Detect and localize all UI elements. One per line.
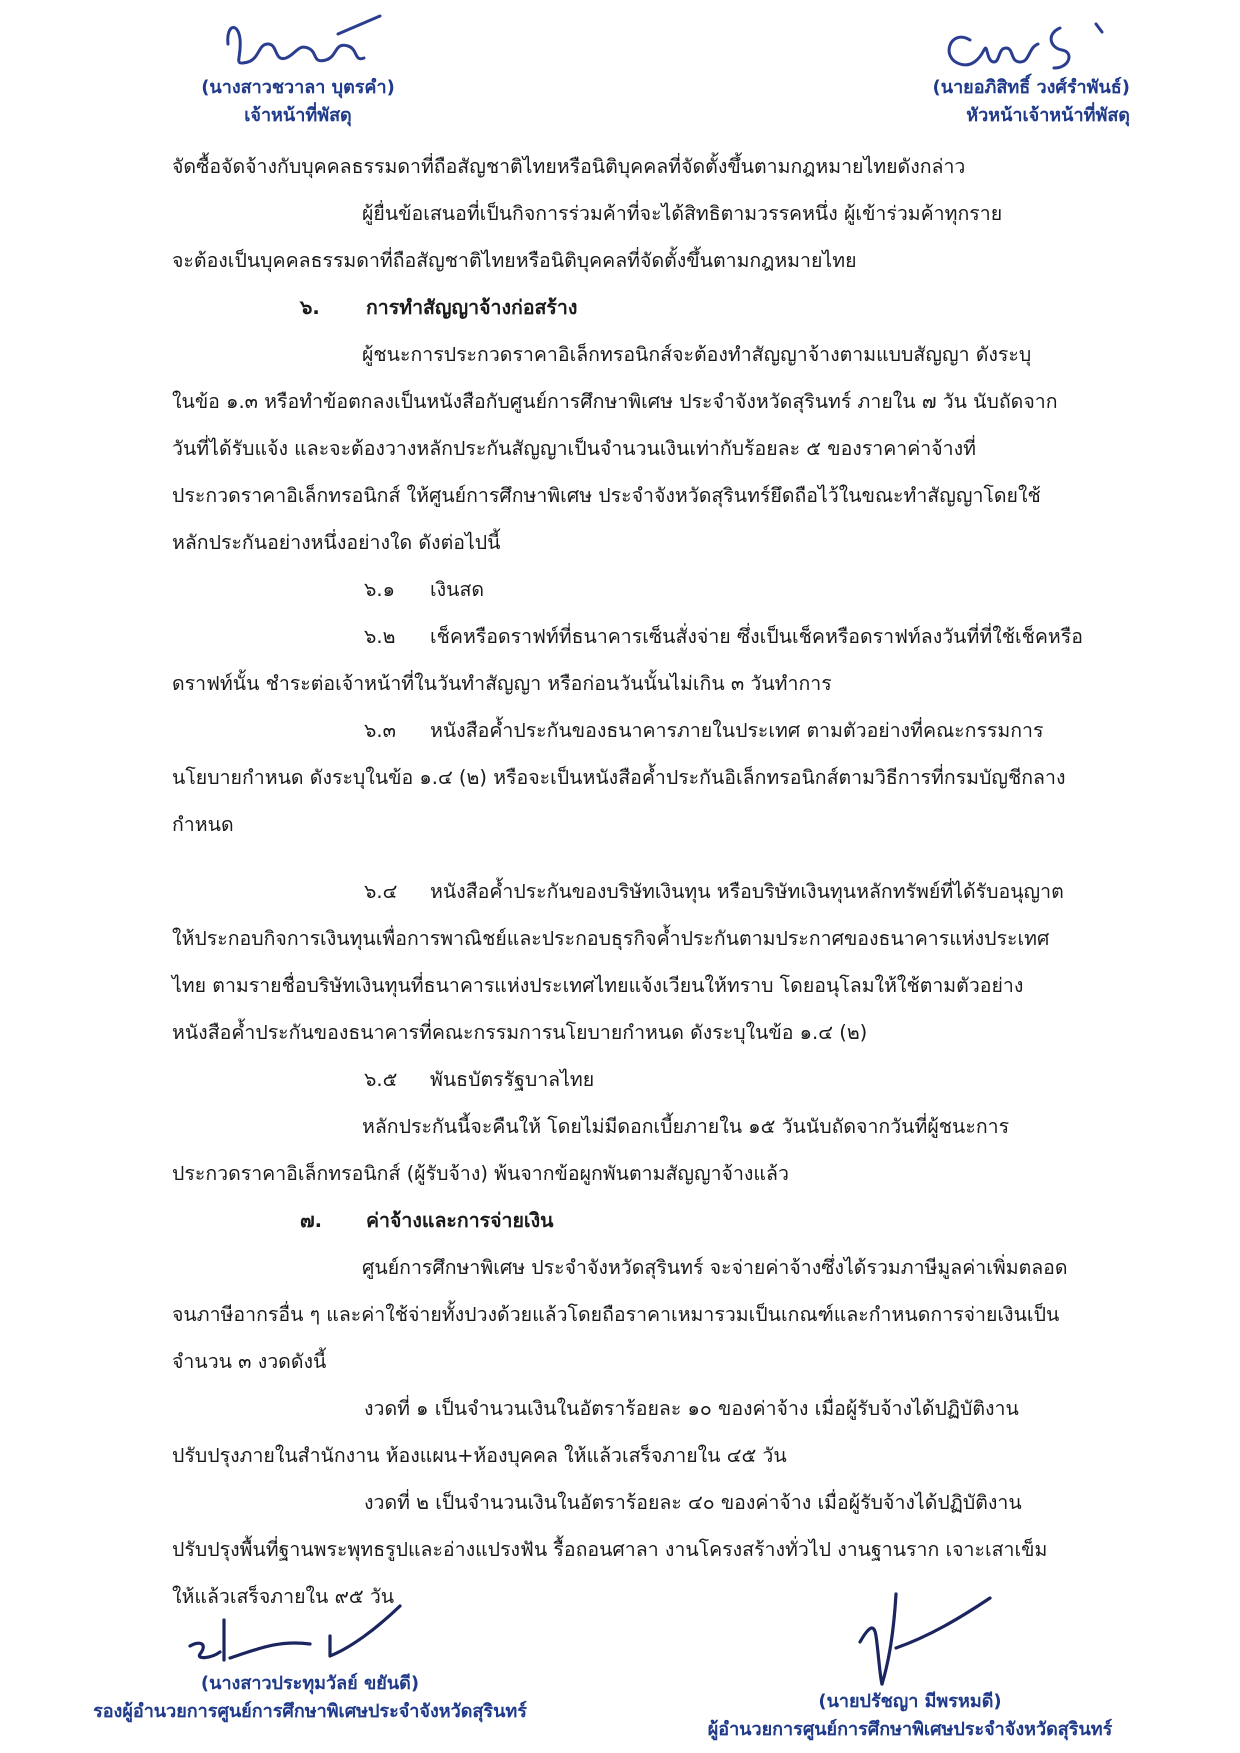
subsection-text: เช็คหรือดราฟท์ที่ธนาคารเซ็นสั่งจ่าย ซึ่งเป็นเช็คหรือดราฟท์ลงวันที่ที่ใช้เช็คหรือ <box>430 625 1083 648</box>
paragraph-line: จะต้องเป็นบุคคลธรรมดาที่ถือสัญชาติไทยหรือนิติบุคคลที่จัดตั้งขึ้นตามกฎหมายไทย <box>172 249 857 272</box>
paragraph-line: จำนวน ๓ งวดดังนี้ <box>172 1350 327 1373</box>
subsection-number: ๖.๒ <box>364 625 396 648</box>
subsection-number: ๖.๑ <box>364 578 395 601</box>
signer-role: หัวหน้าเจ้าหน้าที่พัสดุ <box>966 105 1130 126</box>
paragraph-line: ดราฟท์นั้น ชำระต่อเจ้าหน้าที่ในวันทำสัญญา หรือก่อนวันนั้นไม่เกิน ๓ วันทำการ <box>172 672 832 695</box>
paragraph-line: ปรับปรุงพื้นที่ฐานพระพุทธรูปและอ่างแปรงฟัน รื้อถอนศาลา งานโครงสร้างทั่วไป งานฐานราก เจาะเสาเข็ม <box>172 1538 1048 1561</box>
subsection-text: พันธบัตรรัฐบาลไทย <box>430 1068 595 1091</box>
paragraph-line: จนภาษีอากรอื่น ๆ และค่าใช้จ่ายทั้งปวงด้วยแล้วโดยถือราคาเหมารวมเป็นเกณฑ์และกำหนดการจ่ายเงินเป็น <box>172 1303 1060 1326</box>
signer-name: (นายอภิสิทธิ์ วงศ์รำพันธ์) <box>932 77 1130 98</box>
signer-name: (นางสาวประทุมวัลย์ ขยันดี) <box>200 1673 420 1694</box>
signer-role: ผู้อำนวยการศูนย์การศึกษาพิเศษประจำจังหวัดสุรินทร์ <box>707 1719 1113 1740</box>
subsection-text: หนังสือค้ำประกันของธนาคารภายในประเทศ ตามตัวอย่างที่คณะกรรมการ <box>430 719 1044 742</box>
paragraph-line: จัดซื้อจัดจ้างกับบุคคลธรรมดาที่ถือสัญชาติไทยหรือนิติบุคคลที่จัดตั้งขึ้นตามกฎหมายไทยดังกล่าว <box>172 155 966 178</box>
paragraph-line: กำหนด <box>172 813 234 836</box>
paragraph-line: ผู้ชนะการประกวดราคาอิเล็กทรอนิกส์จะต้องทำสัญญาจ้างตามแบบสัญญา ดังระบุ <box>362 343 1032 366</box>
signature-top-right <box>870 18 1130 130</box>
paragraph-line: ให้ประกอบกิจการเงินทุนเพื่อการพาณิชย์และประกอบธุรกิจค้ำประกันตามประกาศของธนาคารแห่งประเทศ <box>172 927 1050 950</box>
subsection-6-3 <box>172 707 1120 754</box>
subsection-6-4 <box>172 868 1120 915</box>
handwritten-signature-icon <box>790 1588 1030 1688</box>
section-number: ๖. <box>300 296 320 319</box>
section-7-heading <box>172 1197 1120 1244</box>
section-6-heading <box>172 284 1120 331</box>
subsection-number: ๖.๕ <box>364 1068 398 1091</box>
paragraph-line: ประกวดราคาอิเล็กทรอนิกส์ (ผู้รับจ้าง) พ้นจากข้อผูกพันตามสัญญาจ้างแล้ว <box>172 1162 789 1185</box>
section-number: ๗. <box>300 1209 323 1232</box>
section-title: การทำสัญญาจ้างก่อสร้าง <box>366 296 578 319</box>
installment-1-line: งวดที่ ๑ เป็นจำนวนเงินในอัตราร้อยละ ๑๐ ของค่าจ้าง เมื่อผู้รับจ้างได้ปฏิบัติงาน <box>364 1397 1019 1420</box>
signature-bottom-right <box>650 1588 1170 1744</box>
paragraph-line: ปรับปรุงภายในสำนักงาน ห้องแผน+ห้องบุคคล ให้แล้วเสร็จภายใน ๔๕ วัน <box>172 1444 787 1467</box>
paragraph-line: หลักประกันอย่างหนึ่งอย่างใด ดังต่อไปนี้ <box>172 531 501 554</box>
paragraph-line: หนังสือค้ำประกันของธนาคารที่คณะกรรมการนโยบายกำหนด ดังระบุในข้อ ๑.๔ (๒) <box>172 1021 868 1044</box>
paragraph-line: ในข้อ ๑.๓ หรือทำข้อตกลงเป็นหนังสือกับศูนย์การศึกษาพิเศษ ประจำจังหวัดสุรินทร์ ภายใน ๗ วัน นับถัดจาก <box>172 390 1058 413</box>
signature-top-left <box>168 14 428 130</box>
subsection-text: เงินสด <box>430 578 485 601</box>
paragraph-line: นโยบายกำหนด ดังระบุในข้อ ๑.๔ (๒) หรือจะเป็นหนังสือค้ำประกันอิเล็กทรอนิกส์ตามวิธีการที่กรมบัญชีกลาง <box>172 766 1066 789</box>
section-title: ค่าจ้างและการจ่ายเงิน <box>366 1209 554 1232</box>
handwritten-signature-icon <box>160 1600 460 1670</box>
signer-name: (นายปรัชญา มีพรหมดี) <box>818 1691 1002 1712</box>
signer-role: เจ้าหน้าที่พัสดุ <box>244 105 352 126</box>
subsection-6-1 <box>172 566 1120 613</box>
paragraph-line: หลักประกันนี้จะคืนให้ โดยไม่มีดอกเบี้ยภายใน ๑๕ วันนับถัดจากวันที่ผู้ชนะการ <box>362 1115 1010 1138</box>
paragraph-line: ประกวดราคาอิเล็กทรอนิกส์ ให้ศูนย์การศึกษาพิเศษ ประจำจังหวัดสุรินทร์ยึดถือไว้ในขณะทำสัญญาโดยใช้ <box>172 484 1041 507</box>
subsection-text: หนังสือค้ำประกันของบริษัทเงินทุน หรือบริษัทเงินทุนหลักทรัพย์ที่ได้รับอนุญาต <box>430 880 1064 903</box>
handwritten-signature-icon <box>910 18 1110 74</box>
subsection-number: ๖.๓ <box>364 719 396 742</box>
subsection-number: ๖.๔ <box>364 880 398 903</box>
paragraph-line: วันที่ได้รับแจ้ง และจะต้องวางหลักประกันสัญญาเป็นจำนวนเงินเท่ากับร้อยละ ๕ ของราคาค่าจ้างที่ <box>172 437 976 460</box>
paragraph-line: ศูนย์การศึกษาพิเศษ ประจำจังหวัดสุรินทร์ จะจ่ายค่าจ้างซึ่งได้รวมภาษีมูลค่าเพิ่มตลอด <box>362 1256 1068 1279</box>
signer-name: (นางสาวชวาลา บุตรคำ) <box>201 77 395 98</box>
paragraph-line: ผู้ยื่นข้อเสนอที่เป็นกิจการร่วมค้าที่จะได้สิทธิตามวรรคหนึ่ง ผู้เข้าร่วมค้าทุกราย <box>362 202 1003 225</box>
paragraph-line: ให้แล้วเสร็จภายใน ๙๕ วัน <box>172 1585 395 1608</box>
paragraph-line: ไทย ตามรายชื่อบริษัทเงินทุนที่ธนาคารแห่งประเทศไทยแจ้งเวียนให้ทราบ โดยอนุโลมให้ใช้ตามตัวอย่าง <box>172 974 1024 997</box>
handwritten-signature-icon <box>208 14 388 74</box>
subsection-6-2 <box>172 613 1120 660</box>
signer-role: รองผู้อำนวยการศูนย์การศึกษาพิเศษประจำจังหวัดสุรินทร์ <box>93 1701 527 1722</box>
installment-2-line: งวดที่ ๒ เป็นจำนวนเงินในอัตราร้อยละ ๔๐ ของค่าจ้าง เมื่อผู้รับจ้างได้ปฏิบัติงาน <box>364 1491 1022 1514</box>
signature-bottom-left <box>40 1600 580 1726</box>
document-body <box>172 143 1120 1620</box>
subsection-6-5 <box>172 1056 1120 1103</box>
